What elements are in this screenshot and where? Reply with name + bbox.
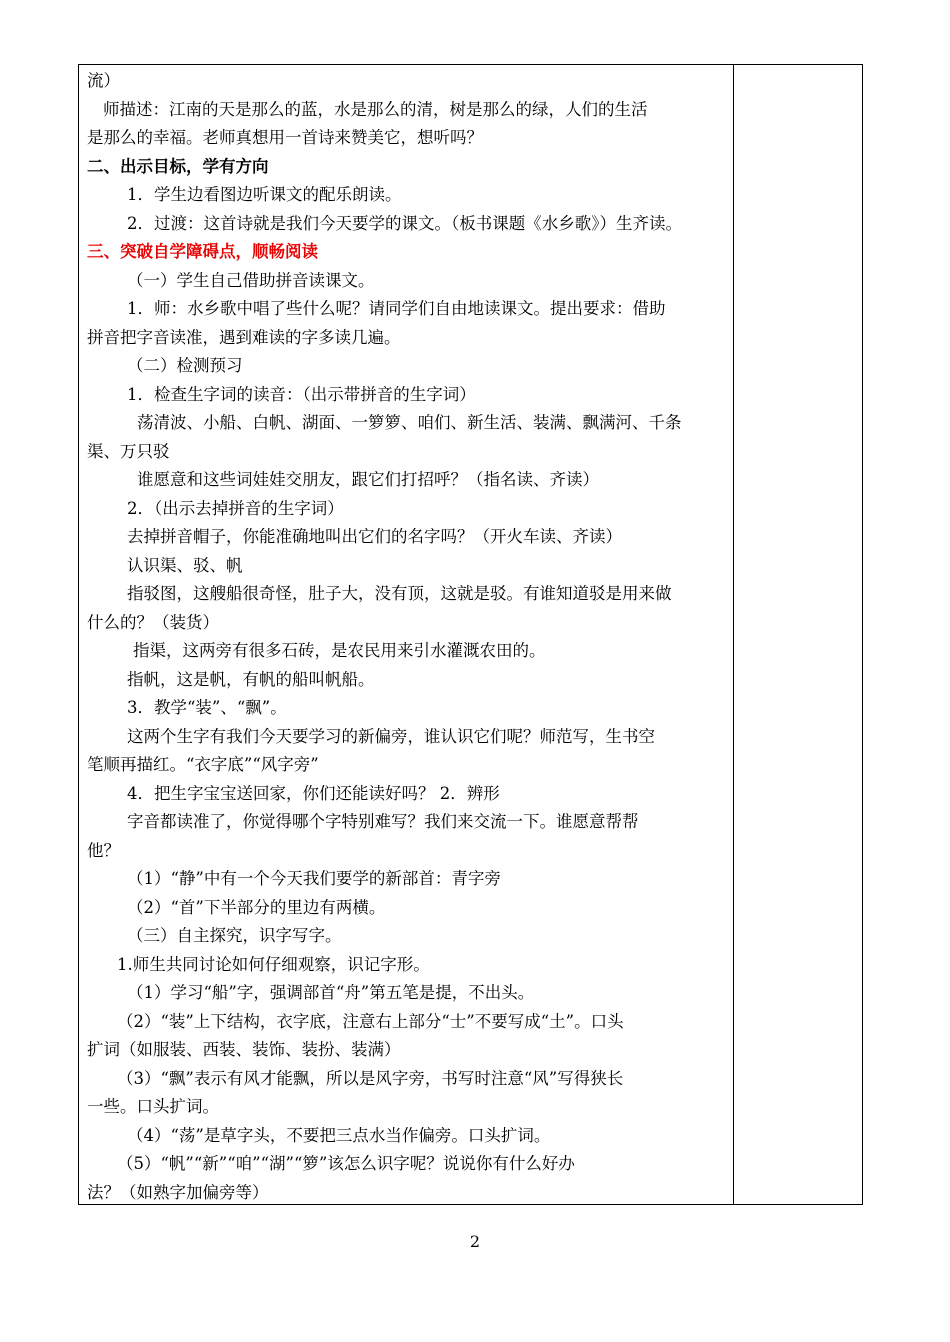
text-line: 扩词（如服装、西装、装饰、装扮、装满）	[87, 1040, 401, 1059]
text-line: 笔顺再描红。“衣字底”“风字旁”	[87, 755, 319, 774]
text-line: 拼音把字音读准，遇到难读的字多读几遍。	[87, 327, 401, 347]
text-line: 他？	[87, 840, 120, 860]
text-line: 一些。口头扩词。	[87, 1097, 219, 1116]
column-divider	[733, 65, 734, 1204]
text-line: 渠、万只驳	[87, 441, 170, 461]
page-number: 2	[469, 1232, 481, 1251]
text-line: 1．学生边看图边听课文的配乐朗读。	[127, 185, 402, 204]
text-line: 字音都读准了，你觉得哪个字特别难写？我们来交流一下。谁愿意帮帮	[127, 812, 639, 831]
text-line: 1．师：水乡歌中唱了些什么呢？请同学们自由地读课文。提出要求：借助	[127, 299, 666, 318]
text-line: 谁愿意和这些词娃娃交朋友，跟它们打招呼？（指名读、齐读）	[137, 470, 599, 489]
text-line: （三）自主探究，识字写字。	[127, 926, 342, 945]
text-line: （3）“飘”表示有风才能飘，所以是风字旁，书写时注意“风”写得狭长	[117, 1068, 624, 1088]
text-line: 师描述：江南的天是那么的蓝，水是那么的清，树是那么的绿，人们的生活	[103, 99, 648, 119]
lesson-content	[87, 67, 727, 1207]
text-line: 指驳图，这艘船很奇怪，肚子大，没有顶，这就是驳。有谁知道驳是用来做	[127, 584, 672, 603]
text-line: 什么的？（装货）	[87, 612, 219, 632]
text-line: 4．把生字宝宝送回家，你们还能读好吗？ 2．辨形	[127, 783, 500, 803]
text-line: 荡清波、小船、白帆、湖面、一箩箩、咱们、新生活、装满、飘满河、千条	[137, 413, 682, 432]
text-line: （1）“静”中有一个今天我们要学的新部首：青字旁	[127, 869, 501, 888]
text-line: 这两个生字有我们今天要学习的新偏旁，谁认识它们呢？师范写，生书空	[127, 726, 655, 746]
text-line: （一）学生自己借助拼音读课文。	[127, 270, 375, 290]
section-heading: 二、出示目标，学有方向	[87, 156, 269, 176]
text-line: 去掉拼音帽子，你能准确地叫出它们的名字吗？（开火车读、齐读）	[127, 527, 622, 546]
text-line: 1．检查生字词的读音：（出示带拼音的生字词）	[127, 384, 476, 404]
text-line: 流）	[87, 71, 120, 90]
section-heading: 三、突破自学障碍点，顺畅阅读	[87, 242, 318, 261]
text-line: （5）“帆”“新”“咱”“湖”“箩”该怎么识字呢？说说你有什么好办	[117, 1154, 575, 1173]
text-line: （1）学习“船”字，强调部首“舟”第五笔是提，不出头。	[127, 983, 535, 1002]
text-line: （2）“装”上下结构，衣字底，注意右上部分“士”不要写成“土”。口头	[117, 1011, 624, 1031]
text-line: （2）“首”下半部分的里边有两横。	[127, 897, 386, 917]
text-line: （4）“荡”是草字头，不要把三点水当作偏旁。口头扩词。	[127, 1125, 551, 1145]
lesson-table	[78, 64, 863, 1205]
text-line: 2．（出示去掉拼音的生字词）	[127, 498, 344, 518]
text-line: 是那么的幸福。老师真想用一首诗来赞美它，想听吗？	[87, 128, 483, 147]
text-line: 2．过渡：这首诗就是我们今天要学的课文。（板书课题《水乡歌》）生齐读。	[127, 213, 682, 233]
text-line: 3．教学“装”、“飘”。	[127, 698, 287, 717]
text-line: 法？（如熟字加偏旁等）	[87, 1182, 269, 1202]
text-line: （二）检测预习	[127, 356, 243, 375]
text-line: 认识渠、驳、帆	[127, 555, 243, 575]
text-line: 指渠，这两旁有很多石砖，是农民用来引水灌溉农田的。	[133, 641, 546, 660]
text-line: 1.师生共同讨论如何仔细观察，识记字形。	[117, 954, 430, 974]
text-line: 指帆，这是帆，有帆的船叫帆船。	[127, 669, 375, 689]
